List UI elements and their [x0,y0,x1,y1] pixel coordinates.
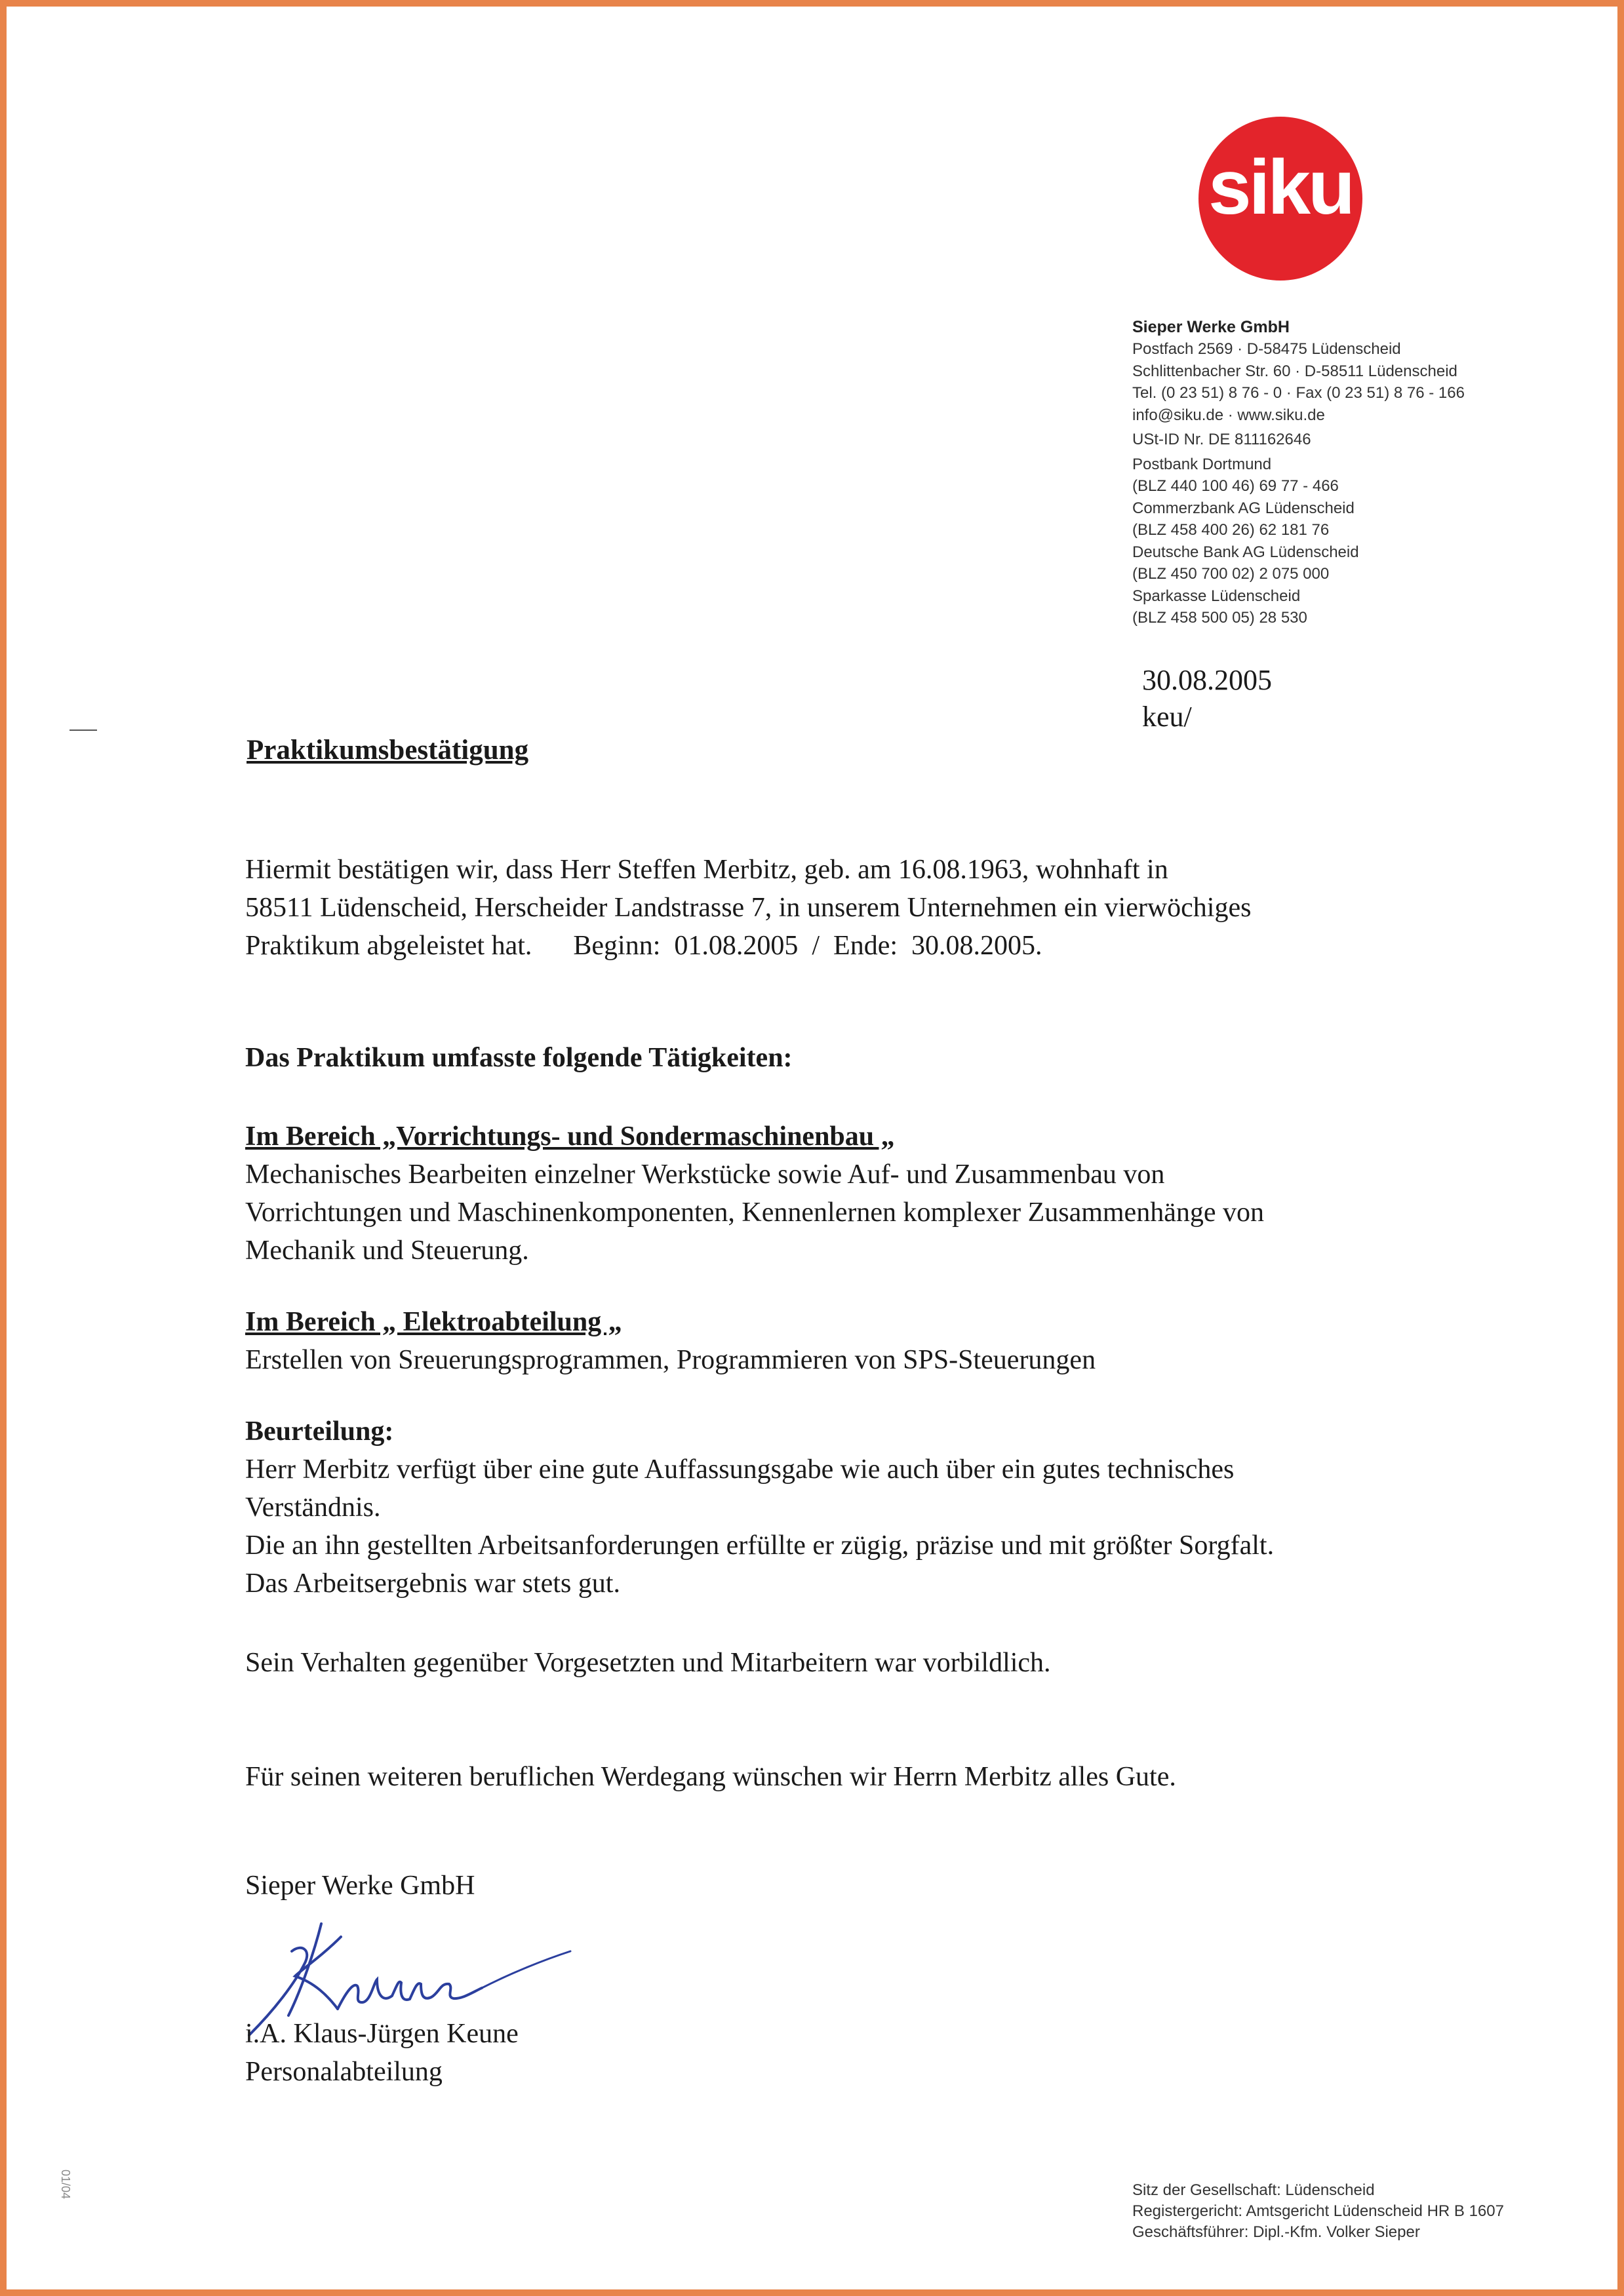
section-line: Mechanik und Steuerung. [245,1236,529,1266]
legal-footer [1132,2180,1504,2243]
section-heading: Im Bereich „ Elektroabteilung „ [245,1307,622,1337]
letter-subject: Praktikumsbestätigung [247,735,529,766]
date-block [1142,662,1272,735]
bank-line: (BLZ 450 700 02) 2 075 000 [1132,565,1330,583]
assessment-line: Das Arbeitsergebnis war stets gut. [245,1568,620,1599]
address-line: Postfach 2569 · D-58475 Lüdenscheid [1132,340,1401,358]
bank-line: (BLZ 440 100 46) 69 77 - 466 [1132,477,1339,495]
signer-block [245,2015,519,2091]
intro-line: 58511 Lüdenscheid, Herscheider Landstrasse 7, in unserem Unternehmen ein vierwöchiges [245,893,1252,923]
intro-line: Praktikum abgeleistet hat. Beginn: 01.08.2005 / Ende: 30.08.2005. [245,931,1042,961]
letter-date: 30.08.2005 [1142,664,1272,696]
form-code: 01/04 [59,2170,72,2200]
section-line: Erstellen von Sreuerungsprogrammen, Programmieren von SPS-Steuerungen [245,1345,1096,1375]
bank-line: Deutsche Bank AG Lüdenscheid [1132,543,1359,561]
bank-line: Postbank Dortmund [1132,455,1272,473]
assessment-line: Herr Merbitz verfügt über eine gute Auffassungsgabe wie auch über ein gutes technisches [245,1454,1235,1485]
section-line: Mechanisches Bearbeiten einzelner Werkstücke sowie Auf- und Zusammenbau von [245,1159,1165,1190]
section-elektroabteilung [245,1303,1096,1379]
fold-mark [69,730,97,731]
company-name: Sieper Werke GmbH [1132,318,1290,336]
closing-company: Sieper Werke GmbH [245,1871,475,1901]
footer-line: Geschäftsführer: Dipl.-Kfm. Volker Sieper [1132,2223,1420,2241]
intro-line: Hiermit bestätigen wir, dass Herr Steffen Merbitz, geb. am 16.08.1963, wohnhaft in [245,855,1168,885]
activities-heading: Das Praktikum umfasste folgende Tätigkeiten: [245,1043,793,1073]
signer-department: Personalabteilung [245,2057,443,2087]
address-line: info@siku.de · www.siku.de [1132,406,1325,424]
assessment-line: Verständnis. [245,1492,381,1523]
bank-line: (BLZ 458 500 05) 28 530 [1132,609,1307,627]
assessment-section [245,1412,1274,1603]
ust-id: USt-ID Nr. DE 811162646 [1132,431,1311,448]
section-heading: Im Bereich „Vorrichtungs- und Sondermaschinenbau „ [245,1121,895,1152]
intro-paragraph [245,851,1251,965]
bank-line: (BLZ 458 400 26) 62 181 76 [1132,521,1330,539]
bank-line: Sparkasse Lüdenscheid [1132,587,1301,605]
logo-text: siku [1208,144,1353,231]
footer-line: Registergericht: Amtsgericht Lüdenscheid HR B 1607 [1132,2202,1504,2220]
siku-logo [1198,117,1362,281]
assessment-line: Die an ihn gestellten Arbeitsanforderungen erfüllte er zügig, präzise und mit größter Sorgfalt. [245,1530,1275,1561]
section-vorrichtungsbau [245,1118,1264,1270]
section-line: Vorrichtungen und Maschinenkomponenten, Kennenlernen komplexer Zusammenhänge von [245,1197,1264,1228]
assessment-heading: Beurteilung: [245,1416,394,1447]
footer-line: Sitz der Gesellschaft: Lüdenscheid [1132,2181,1375,2199]
reference-code: keu/ [1142,701,1192,733]
address-line: Schlittenbacher Str. 60 · D-58511 Lüdenscheid [1132,362,1457,380]
bank-line: Commerzbank AG Lüdenscheid [1132,499,1355,517]
address-line: Tel. (0 23 51) 8 76 - 0 · Fax (0 23 51) 8 76 - 166 [1132,384,1465,402]
closing-wishes: Für seinen weiteren beruflichen Werdegang wünschen wir Herrn Merbitz alles Gute. [245,1762,1176,1792]
behavior-statement: Sein Verhalten gegenüber Vorgesetzten und Mitarbeitern war vorbildlich. [245,1648,1051,1678]
signer-name: i.A. Klaus-Jürgen Keune [245,2019,519,2049]
company-letterhead [1132,316,1591,629]
